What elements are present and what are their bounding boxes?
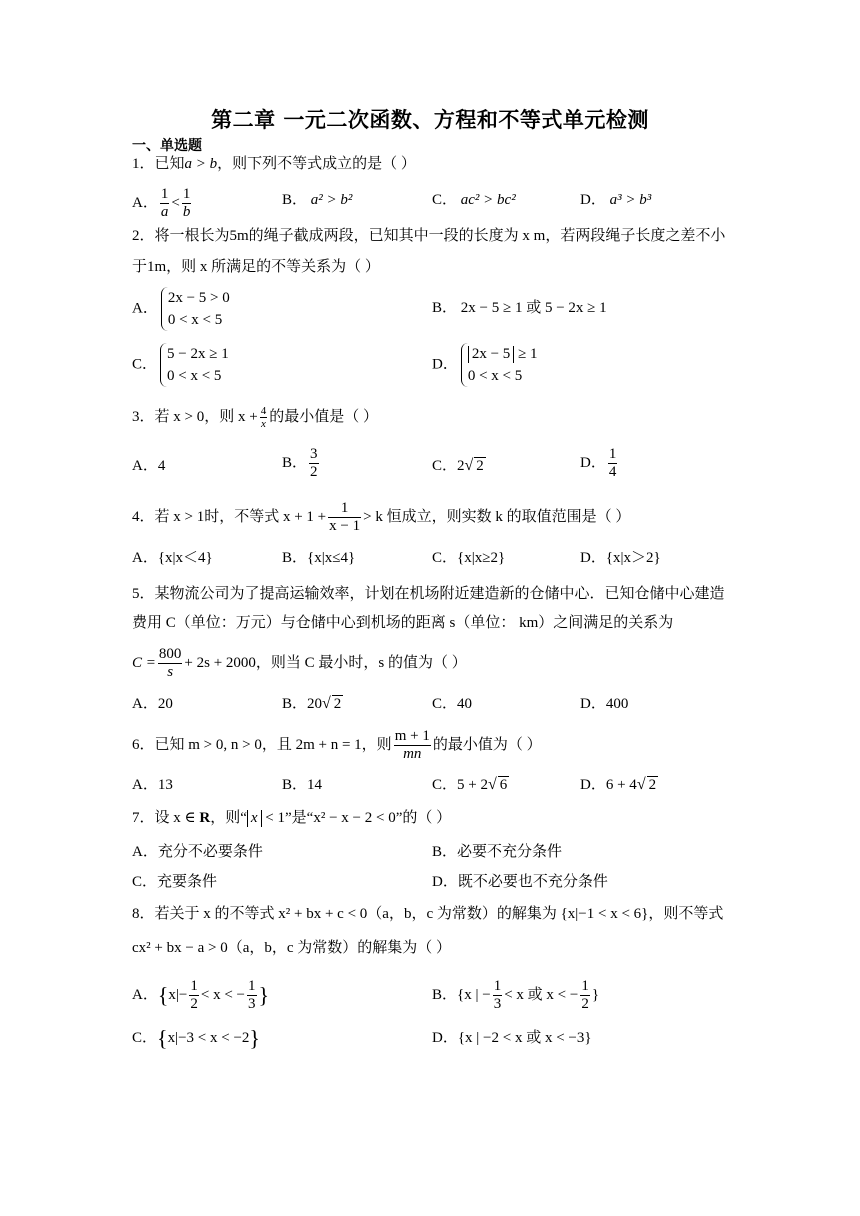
- question-1: [132, 154, 416, 174]
- question-5-line-3: C = $\frac{800}{s}$ + 2s + 2000，则当 C 最小时，s 的值为（ ）: [132, 646, 467, 680]
- q6-option-d: D．6 + 4√ 2: [580, 776, 657, 793]
- q8-option-d: D．{x | −2 < x 或 x < −3}: [432, 1030, 592, 1046]
- q3-option-d: D． $\frac{1}{4}$: [580, 446, 617, 480]
- q1-condition: a > b: [184, 156, 218, 172]
- q4-option-c: C．{x|x≥2}: [432, 550, 506, 566]
- q7-option-c: C．充要条件: [132, 874, 218, 890]
- q2-option-a: A． 2x − 5 > 0 0 < x < 5: [132, 287, 230, 331]
- q1-option-c: C． ac² > bc²: [432, 192, 516, 208]
- question-6: 6．已知 m > 0, n > 0，且 2m + n = 1，则 $\frac{m + 1}{mn}$ 的最小值为（ ）: [132, 728, 542, 762]
- q2-option-c: C． 5 − 2x ≥ 1 0 < x < 5: [132, 343, 229, 387]
- question-5-line-1: 5．某物流公司为了提高运输效率，计划在机场附近建造新的仓储中心．已知仓储中心建造: [132, 586, 725, 602]
- q8-option-c: C．{x|−3 < x < −2}: [132, 1025, 260, 1051]
- q5-option-c: C．40: [432, 696, 473, 712]
- section-heading: 一、单选题: [132, 138, 202, 154]
- q3-option-c: C．2√ 2: [432, 457, 484, 474]
- q5-option-d: D．400: [580, 696, 629, 712]
- q4-option-a: A．{x|x＜4}: [132, 550, 213, 566]
- q1-stem: 1．已知: [132, 156, 185, 172]
- question-8-line-2: cx² + bx − a > 0（a，b，c 为常数）的解集为（ ）: [132, 940, 452, 956]
- q2-option-b: B． 2x − 5 ≥ 1 或 5 − 2x ≥ 1: [432, 300, 607, 316]
- question-3: 3．若 x > 0，则 x + $\frac{4}{x}$ 的最小值是（ ）: [132, 405, 378, 430]
- q6-option-a: A．13: [132, 777, 173, 793]
- q1-option-b: B． a² > b²: [282, 192, 353, 208]
- question-2-line-2: 于1m，则 x 所满足的不等关系为（ ）: [132, 259, 380, 275]
- q4-option-d: D．{x|x＞2}: [580, 550, 661, 566]
- q7-option-a: A．充分不必要条件: [132, 844, 263, 860]
- q6-option-c: C．5 + 2√ 6: [432, 776, 508, 793]
- question-4: 4．若 x > 1时，不等式 x + 1 + $\frac{1}{x - 1}$ > k 恒成立，则实数 k 的取值范围是（ ）: [132, 500, 631, 534]
- q1-tail: ，则下列不等式成立的是（ ）: [217, 156, 416, 172]
- q6-option-b: B．14: [282, 777, 323, 793]
- q3-option-a: A．4: [132, 458, 166, 474]
- question-2-line-1: 2．将一根长为5m的绳子截成两段，已知其中一段的长度为 x m，若两段绳子长度之差不小: [132, 228, 726, 244]
- q7-option-d: D．既不必要也不充分条件: [432, 874, 608, 890]
- q1-option-d: D． a³ > b³: [580, 192, 652, 208]
- q3-option-b: B． $\frac{3}{2}$: [282, 446, 318, 480]
- q2-option-d: D． 2x − 5 ≥ 1 0 < x < 5: [432, 343, 538, 387]
- q8-option-a: A．{x|− $\frac{1}{2}$ < x < − $\frac{1}{3}$ }: [132, 978, 270, 1012]
- q4-option-b: B．{x|x≤4}: [282, 550, 356, 566]
- q5-option-a: A．20: [132, 696, 173, 712]
- q7-option-b: B．必要不充分条件: [432, 844, 563, 860]
- page-title: 第二章 一元二次函数、方程和不等式单元检测: [211, 108, 649, 132]
- q1-option-a: A． $\frac{1}{a}$ < $\frac{1}{b}$: [132, 186, 191, 220]
- question-8-line-1: 8．若关于 x 的不等式 x² + bx + c < 0（a，b，c 为常数）的解集为 {x|−1 < x < 6}，则不等式: [132, 906, 724, 922]
- q8-option-b: B．{x | − $\frac{1}{3}$ < x 或 x < − $\frac{1}{2}$ }: [432, 978, 600, 1012]
- q5-option-b: B．20√ 2: [282, 695, 342, 712]
- question-5-line-2: 费用 C（单位：万元）与仓储中心到机场的距离 s（单位： km）之间满足的关系为: [132, 615, 674, 631]
- question-7: 7．设 x ∈ R，则“ x < 1”是“x² − x − 2 < 0”的（ ）: [132, 810, 452, 826]
